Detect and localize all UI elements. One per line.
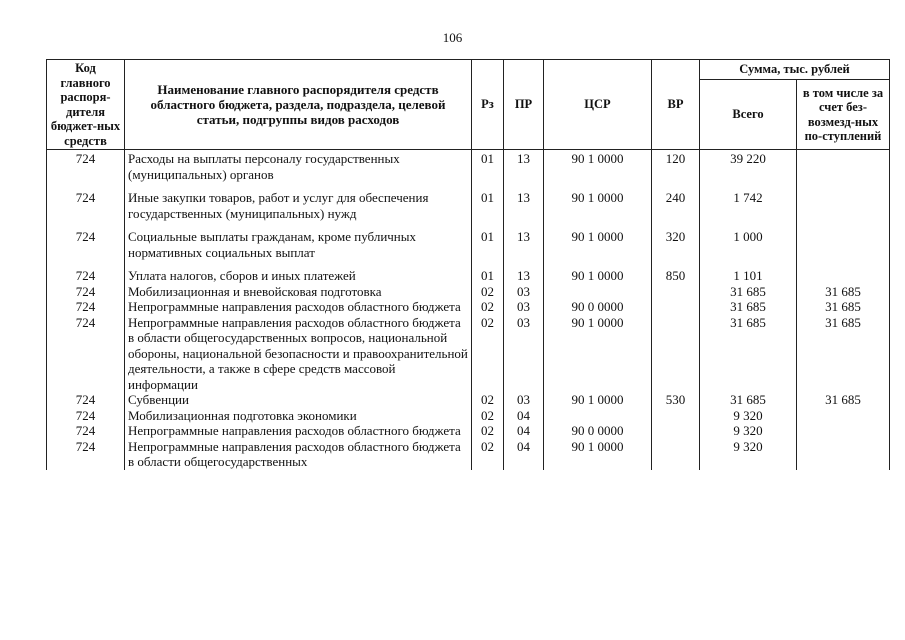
- cell-pr: 03: [504, 392, 544, 408]
- cell-name: Непрограммные направления расходов областного бюджета в области общегосударственных: [125, 439, 472, 470]
- cell-code: 724: [47, 150, 125, 191]
- table-row: [47, 439, 890, 470]
- cell-pr: 03: [504, 299, 544, 315]
- cell-csr: 90 1 0000: [544, 150, 652, 191]
- cell-total: 9 320: [700, 439, 797, 470]
- header-incl: в том числе за счет без-возмезд-ных по-ступлений: [797, 80, 890, 150]
- cell-vr: [652, 315, 700, 393]
- cell-rz: 02: [472, 423, 504, 439]
- cell-pr: 13: [504, 229, 544, 268]
- cell-vr: 530: [652, 392, 700, 408]
- cell-name: Уплата налогов, сборов и иных платежей: [125, 268, 472, 284]
- cell-code: 724: [47, 315, 125, 393]
- cell-name: Непрограммные направления расходов областного бюджета в области общегосударственных вопросов, национальной обороны, национальной безопасности и правоохранительной деятельности, а также в сфере средств массовой информации: [125, 315, 472, 393]
- cell-csr: [544, 284, 652, 300]
- header-pr: ПР: [504, 60, 544, 150]
- cell-rz: 02: [472, 315, 504, 393]
- cell-rz: 02: [472, 392, 504, 408]
- cell-name: Иные закупки товаров, работ и услуг для обеспечения государственных (муниципальных) нужд: [125, 190, 472, 229]
- cell-vr: 120: [652, 150, 700, 191]
- table-header: [47, 60, 890, 150]
- cell-csr: 90 1 0000: [544, 315, 652, 393]
- cell-csr: 90 0 0000: [544, 423, 652, 439]
- cell-rz: 02: [472, 408, 504, 424]
- cell-pr: 03: [504, 315, 544, 393]
- cell-total: 1 101: [700, 268, 797, 284]
- cell-incl: [797, 229, 890, 268]
- cell-rz: 01: [472, 229, 504, 268]
- cell-code: 724: [47, 299, 125, 315]
- header-name: Наименование главного распорядителя средств областного бюджета, раздела, подраздела, целевой статьи, подгруппы видов расходов: [125, 60, 472, 150]
- cell-incl: 31 685: [797, 392, 890, 408]
- cell-total: 9 320: [700, 408, 797, 424]
- cell-vr: [652, 439, 700, 470]
- table-row: [47, 190, 890, 229]
- cell-code: 724: [47, 439, 125, 470]
- cell-rz: 01: [472, 268, 504, 284]
- cell-csr: 90 1 0000: [544, 268, 652, 284]
- cell-csr: [544, 408, 652, 424]
- cell-incl: [797, 423, 890, 439]
- cell-code: 724: [47, 392, 125, 408]
- header-code: Код главного распоря-дителя бюджет-ных средств: [47, 60, 125, 150]
- cell-pr: 13: [504, 150, 544, 191]
- cell-vr: [652, 408, 700, 424]
- cell-pr: 13: [504, 190, 544, 229]
- cell-name: Социальные выплаты гражданам, кроме публичных нормативных социальных выплат: [125, 229, 472, 268]
- cell-code: 724: [47, 284, 125, 300]
- table-row: [47, 229, 890, 268]
- cell-pr: 03: [504, 284, 544, 300]
- cell-code: 724: [47, 423, 125, 439]
- header-total: Всего: [700, 80, 797, 150]
- cell-vr: [652, 284, 700, 300]
- cell-vr: 320: [652, 229, 700, 268]
- header-sum-group: Сумма, тыс. рублей: [700, 60, 890, 80]
- cell-code: 724: [47, 190, 125, 229]
- cell-total: 31 685: [700, 284, 797, 300]
- cell-csr: 90 1 0000: [544, 229, 652, 268]
- cell-vr: [652, 299, 700, 315]
- cell-incl: [797, 439, 890, 470]
- cell-incl: [797, 190, 890, 229]
- cell-total: 9 320: [700, 423, 797, 439]
- cell-pr: 04: [504, 408, 544, 424]
- cell-csr: 90 1 0000: [544, 439, 652, 470]
- cell-rz: 02: [472, 299, 504, 315]
- cell-name: Мобилизационная и вневойсковая подготовка: [125, 284, 472, 300]
- cell-vr: 850: [652, 268, 700, 284]
- budget-table: [46, 59, 890, 470]
- cell-rz: 02: [472, 284, 504, 300]
- cell-name: Непрограммные направления расходов областного бюджета: [125, 299, 472, 315]
- table-row: [47, 268, 890, 284]
- header-csr: ЦСР: [544, 60, 652, 150]
- cell-code: 724: [47, 408, 125, 424]
- table-row: [47, 408, 890, 424]
- cell-pr: 04: [504, 423, 544, 439]
- cell-total: 31 685: [700, 392, 797, 408]
- cell-total: 31 685: [700, 315, 797, 393]
- cell-name: Непрограммные направления расходов областного бюджета: [125, 423, 472, 439]
- cell-total: 1 742: [700, 190, 797, 229]
- cell-rz: 01: [472, 150, 504, 191]
- header-rz: Рз: [472, 60, 504, 150]
- cell-incl: 31 685: [797, 315, 890, 393]
- cell-name: Субвенции: [125, 392, 472, 408]
- table-row: [47, 392, 890, 408]
- cell-csr: 90 1 0000: [544, 392, 652, 408]
- cell-name: Расходы на выплаты персоналу государственных (муниципальных) органов: [125, 150, 472, 191]
- cell-incl: [797, 268, 890, 284]
- cell-name: Мобилизационная подготовка экономики: [125, 408, 472, 424]
- cell-incl: [797, 408, 890, 424]
- cell-incl: [797, 150, 890, 191]
- table-row: [47, 150, 890, 191]
- table-row: [47, 423, 890, 439]
- cell-rz: 01: [472, 190, 504, 229]
- cell-vr: 240: [652, 190, 700, 229]
- cell-rz: 02: [472, 439, 504, 470]
- cell-csr: 90 1 0000: [544, 190, 652, 229]
- cell-vr: [652, 423, 700, 439]
- cell-pr: 13: [504, 268, 544, 284]
- table-row: [47, 315, 890, 393]
- cell-total: 31 685: [700, 299, 797, 315]
- cell-pr: 04: [504, 439, 544, 470]
- cell-code: 724: [47, 229, 125, 268]
- cell-csr: 90 0 0000: [544, 299, 652, 315]
- table-row: [47, 299, 890, 315]
- cell-total: 39 220: [700, 150, 797, 191]
- table-row: [47, 284, 890, 300]
- cell-code: 724: [47, 268, 125, 284]
- cell-incl: 31 685: [797, 299, 890, 315]
- table-body: [47, 150, 890, 470]
- header-vr: ВР: [652, 60, 700, 150]
- page-number: 106: [442, 30, 463, 45]
- cell-total: 1 000: [700, 229, 797, 268]
- cell-incl: 31 685: [797, 284, 890, 300]
